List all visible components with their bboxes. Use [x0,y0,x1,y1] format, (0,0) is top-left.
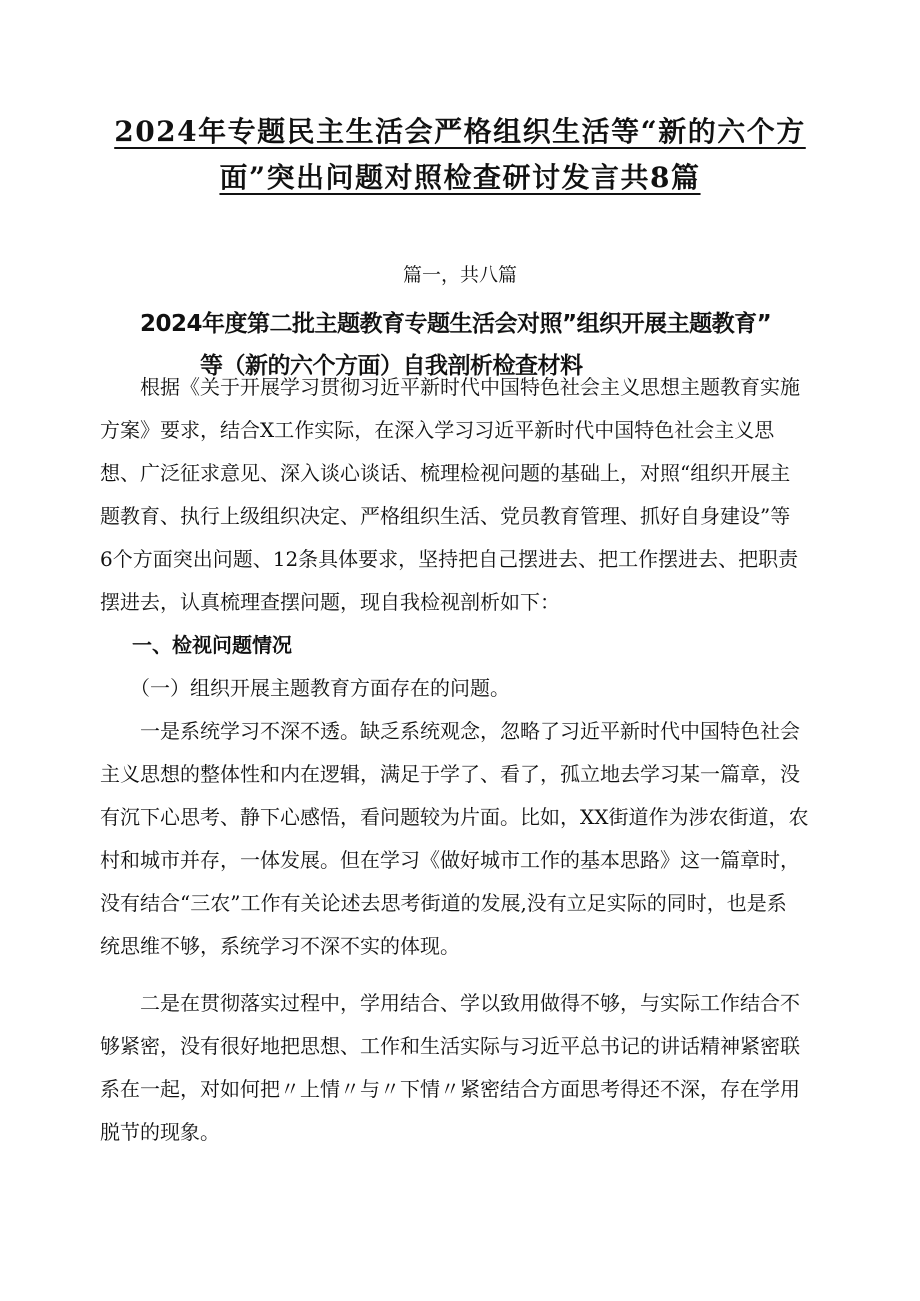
section-heading: 一、检视问题情况 [132,633,292,657]
body-line: 6个方面突出问题、12条具体要求，坚持把自己摆进去、把工作摆进去、把职责 [100,547,799,571]
subtitle-line-1: 2024年度第二批主题教育专题生活会对照”组织开展主题教育” [140,311,772,337]
body-line: 摆进去，认真梳理查摆问题，现自我检视剖析如下： [100,590,560,614]
subtitle-line-2: 等（新的六个方面）自我剖析检查材料 [200,353,583,379]
paragraph-line: 统思维不够，系统学习不深不实的体现。 [100,934,460,958]
body-line: 想、广泛征求意见、深入谈心谈话、梳理检视问题的基础上，对照“组织开展主 [100,461,791,485]
paragraph-line: 一是系统学习不深不透。缺乏系统观念，忽略了习近平新时代中国特色社会 [100,719,800,743]
paragraph-line: 脱节的现象。 [100,1120,220,1144]
sub-heading: （一）组织开展主题教育方面存在的问题。 [100,676,510,700]
document-title-line-1: 2024年专题民主生活会严格组织生活等“新的六个方 [114,115,806,148]
paragraph-line: 二是在贯彻落实过程中，学用结合、学以致用做得不够，与实际工作结合不 [100,991,800,1015]
body-line: 题教育、执行上级组织决定、严格组织生活、党员教育管理、抓好自身建设”等 [100,504,791,528]
body-line: 方案》要求，结合X工作实际，在深入学习习近平新时代中国特色社会主义思 [100,418,775,442]
paragraph-line: 够紧密，没有很好地把思想、工作和生活实际与习近平总书记的讲话精神紧密联 [100,1034,800,1058]
section-label: 篇一，共八篇 [402,264,517,286]
paragraph-line: 村和城市并存，一体发展。但在学习《做好城市工作的基本思路》这一篇章时， [100,848,800,872]
paragraph-line: 没有结合“三农”工作有关论述去思考街道的发展,没有立足实际的同时，也是系 [100,891,787,915]
body-line: 根据《关于开展学习贯彻习近平新时代中国特色社会主义思想主题教育实施 [100,375,800,399]
document-title-line-2: 面”突出问题对照检查研讨发言共8篇 [219,161,701,194]
paragraph-line: 系在一起，对如何把〃上情〃与〃下情〃紧密结合方面思考得还不深，存在学用 [100,1077,800,1101]
paragraph-line: 有沉下心思考、静下心感悟，看问题较为片面。比如，XX街道作为涉农街道，农 [100,805,809,829]
paragraph-line: 主义思想的整体性和内在逻辑，满足于学了、看了，孤立地去学习某一篇章，没 [100,762,800,786]
